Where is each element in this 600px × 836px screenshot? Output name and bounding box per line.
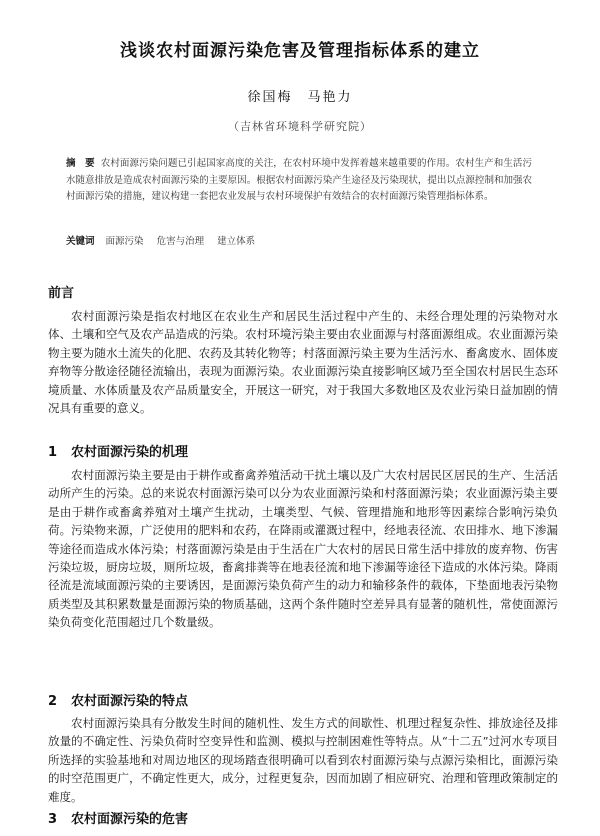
- keywords-label: 关键词: [66, 236, 95, 247]
- paper-title: 浅谈农村面源污染危害及管理指标体系的建立: [120, 41, 480, 61]
- section-number: 3: [48, 812, 58, 827]
- abstract-text: 农村面源污染问题已引起国家高度的关注，在农村环境中发挥着越来越重要的作用。农村生产和生活污水随意排放是造成农村面源污染的主要原因。根据农村面源污染产生途径及污染现状，提出以点源控制和加强农村面源污染的措施，建议构建一套把农业发展与农村环境保护有效结合的农村面源污染管理指标体系。: [66, 158, 532, 202]
- section-paragraph: 农村面源污染具有分散发生时间的随机性、发生方式的间歇性、机理过程复杂性、排放途径及排放量的不确定性、污染负荷时空变异性和监测、模拟与控制困难性等特点。从“十二五”过河水专项目所选择的实验基地和对周边地区的现场踏查很明确可以看到农村面源污染与点源污染相比，面源污染的时空范围更广，不确定性更大，成分，过程更复杂，因而加剧了相应研究、治理和管理政策制定的难度。: [48, 716, 558, 804]
- section-heading-2: [48, 690, 188, 709]
- keyword: 危害与治理: [156, 236, 205, 247]
- section-number: 1: [48, 445, 58, 460]
- keywords-block: [66, 235, 532, 249]
- section-title: 农村面源污染的特点: [71, 694, 189, 709]
- section-title: 前言: [48, 286, 75, 301]
- keyword: 面源污染: [105, 236, 144, 247]
- paper-authors: 徐国梅 马艳力: [247, 90, 353, 105]
- section-heading-3: [48, 808, 188, 827]
- section-title: 农村面源污染的机理: [71, 445, 189, 460]
- section-paragraph: 农村面源污染主要是由于耕作或畜禽养殖活动干扰土壤以及广大农村居民区居民的生产、生活活动所产生的污染。总的来说农村面源污染可以分为农业面源污染和村落面源污染；农业面源污染主要是由于耕作或畜禽养殖对土壤产生扰动，土壤类型、气候、管理措施和地形等因素综合影响污染负荷。污染物来源，广泛使用的肥料和农药，在降雨或灌溉过程中，经地表径流、农田排水、地下渗漏等途径而造成水体污染；村落面源污染是由于生活在广大农村的居民日常生活中排放的废弃物、伤害污染垃圾，厨房垃圾，厕所垃圾，畜禽排粪等在地表径流和地下渗漏等途径下造成的水体污染。降雨径流是流域面源污染的主要诱因，是面源污染负荷产生的动力和输移条件的载体，下垫面地表污染物质类型及其积累数量是面源污染的物质基础，这两个条件随时空差异具有显著的随机性，常使面源污染负荷变化范围超过几个数量级。: [48, 468, 558, 630]
- section-heading-1: [48, 441, 188, 460]
- section-title: 农村面源污染的危害: [71, 812, 189, 827]
- paper-affiliation: （吉林省环境科学研究院）: [228, 120, 372, 133]
- keyword: 建立体系: [217, 236, 256, 247]
- section-paragraph: 农村面源污染是指农村地区在农业生产和居民生活过程中产生的、未经合理处理的污染物对水体、土壤和空气及农产品造成的污染。农村环境污染主要由农业面源与村落面源组成。农业面源污染物主要为随水土流失的化肥、农药及其转化物等；村落面源污染主要为生活污水、畜禽废水、固体废弃物等分散途径随径流输出，表现为面源污染。农业面源污染直接影响区域乃至全国农村居民生态环境质量、水体质量及农产品质量安全，开展这一研究，对于我国大多数地区及农业污染日益加剧的情况具有重要的意义。: [48, 309, 558, 416]
- abstract-block: [66, 156, 532, 206]
- abstract-label: 摘 要: [66, 158, 95, 169]
- section-heading-preface: [48, 282, 74, 301]
- section-number: 2: [48, 694, 58, 709]
